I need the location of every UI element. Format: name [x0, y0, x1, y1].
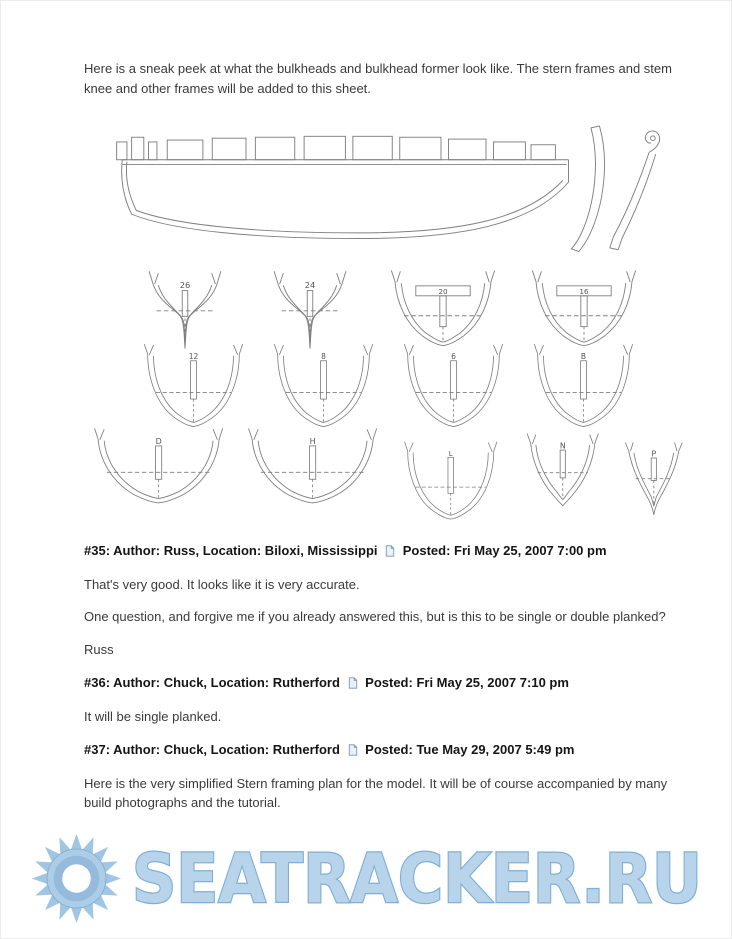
frame-label: B [580, 352, 587, 362]
document-icon [385, 545, 395, 557]
forum-post [84, 541, 693, 659]
frame-label: D [155, 437, 162, 447]
sunburst-icon [29, 831, 124, 926]
bulkhead-frame [391, 339, 516, 435]
bulkhead-frame [615, 439, 693, 521]
document-icon [348, 677, 358, 689]
hull-profile-drawing [107, 111, 670, 261]
bulkhead-frame [84, 423, 233, 511]
post-paragraph: Here is the very simplified Stern framing plan for the model. It will be of course accompanied by many build photographs and the tutorial. [84, 775, 668, 810]
post-author-location: #35: Author: Russ, Location: Biloxi, Mississippi [84, 543, 378, 558]
post-paragraph: That's very good. It looks like it is very accurate. [84, 576, 360, 592]
frame-label: H [309, 437, 316, 447]
forum-post [84, 740, 693, 813]
frame-label: P [651, 449, 657, 459]
bulkhead-frame [238, 423, 387, 511]
post-author-location: #37: Author: Chuck, Location: Rutherford [84, 742, 340, 757]
document-icon [348, 744, 358, 756]
bulkhead-frame [392, 437, 509, 527]
bulkhead-plan-drawing [84, 111, 693, 527]
frame-label: N [559, 441, 566, 451]
page-content [1, 1, 731, 813]
forum-post [84, 673, 693, 726]
post-paragraph: One question, and forgive me if you already answered this, but is this to be single or double planked? [84, 609, 666, 624]
watermark-label: SEATRACKER.RU [132, 839, 702, 918]
post-header [84, 740, 693, 760]
post-author-location: #36: Author: Chuck, Location: Rutherford [84, 675, 340, 690]
post-header [84, 673, 693, 693]
bulkhead-frame [131, 339, 256, 435]
watermark [29, 831, 705, 926]
bulkhead-frame [261, 339, 386, 435]
post-date: Posted: Fri May 25, 2007 7:00 pm [402, 543, 607, 558]
frame-label: 16 [579, 286, 589, 296]
frame-row-3 [84, 423, 693, 527]
post-date: Posted: Tue May 29, 2007 5:49 pm [365, 742, 575, 757]
post-paragraph: Russ [84, 641, 114, 657]
intro-paragraph: Here is a sneak peek at what the bulkheads and bulkhead former look like. The stern frames and stem knee and other frames will be added to this sheet. [84, 61, 672, 96]
post-paragraph: It will be single planked. [84, 708, 222, 724]
frame-label: 26 [179, 279, 191, 290]
frame-label: 24 [304, 279, 316, 290]
frame-label: 6 [451, 352, 456, 362]
post-header [84, 541, 693, 561]
frame-label: L [449, 448, 454, 458]
stern-knee-drawing [571, 126, 604, 252]
frame-label: 8 [321, 352, 326, 362]
bulkhead-frame [515, 429, 611, 512]
bulkhead-frame [521, 339, 646, 435]
stem-scroll-drawing [610, 131, 660, 250]
watermark-text [130, 840, 705, 918]
frame-label: 20 [438, 286, 448, 296]
frame-label: 12 [188, 352, 199, 362]
post-date: Posted: Fri May 25, 2007 7:10 pm [365, 675, 569, 690]
